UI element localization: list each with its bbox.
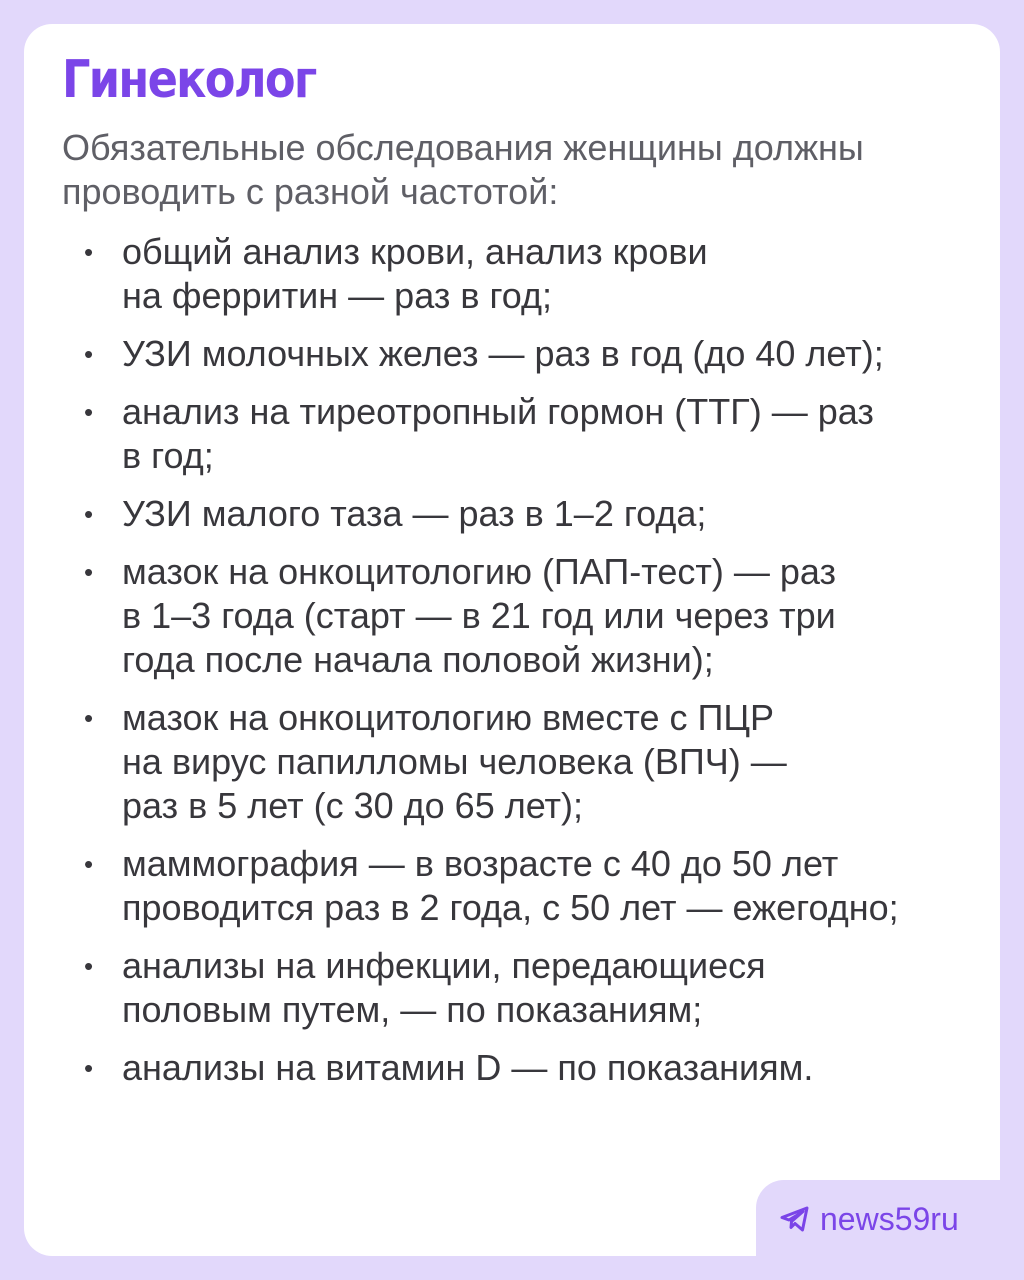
bullet-icon: • [84,703,94,733]
list-item-line: мазок на онкоцитологию (ПАП-тест) — раз [122,551,837,592]
list-item-line: в 1–3 года (старт — в 21 год или через три [122,595,836,636]
list-item-line: мазок на онкоцитологию вместе с ПЦР [122,697,775,738]
list-item-line: анализ на тиреотропный гормон (ТТГ) — раз [122,391,874,432]
bullet-icon: • [84,1053,94,1083]
list-item-line: маммография — в возрасте с 40 до 50 лет [122,843,839,884]
list-item-line: анализы на инфекции, передающиеся [122,945,766,986]
bullet-icon: • [84,557,94,587]
list-item [62,230,972,318]
list-item-line: в год; [122,435,214,476]
exam-list [62,230,972,1104]
list-item [62,696,972,828]
list-item [62,1046,972,1090]
list-item-line: общий анализ крови, анализ крови [122,231,708,272]
list-item [62,842,972,930]
list-item-line: раз в 5 лет (с 30 до 65 лет); [122,785,584,826]
brand-link[interactable] [780,1196,959,1242]
bullet-icon: • [84,339,94,369]
page-title: Гинеколог [62,50,316,110]
bullet-icon: • [84,951,94,981]
list-item [62,492,972,536]
bullet-icon: • [84,397,94,427]
telegram-icon [780,1206,810,1232]
brand-name: news59ru [820,1200,959,1237]
list-item-line: проводится раз в 2 года, с 50 лет — ежегодно; [122,887,899,928]
list-item-line: УЗИ малого таза — раз в 1–2 года; [122,493,707,534]
intro-text: Обязательные обследования женщины должны проводить с разной частотой: [62,127,864,212]
bullet-icon: • [84,499,94,529]
list-item [62,332,972,376]
list-item [62,550,972,682]
list-item [62,390,972,478]
list-item-line: на ферритин — раз в год; [122,275,553,316]
list-item-line: на вирус папилломы человека (ВПЧ) — [122,741,787,782]
bullet-icon: • [84,849,94,879]
list-item-line: УЗИ молочных желез — раз в год (до 40 лет); [122,333,884,374]
list-item [62,944,972,1032]
list-item-line: анализы на витамин D — по показаниям. [122,1047,814,1088]
bullet-icon: • [84,237,94,267]
list-item-line: года после начала половой жизни); [122,639,714,680]
list-item-line: половым путем, — по показаниям; [122,989,703,1030]
